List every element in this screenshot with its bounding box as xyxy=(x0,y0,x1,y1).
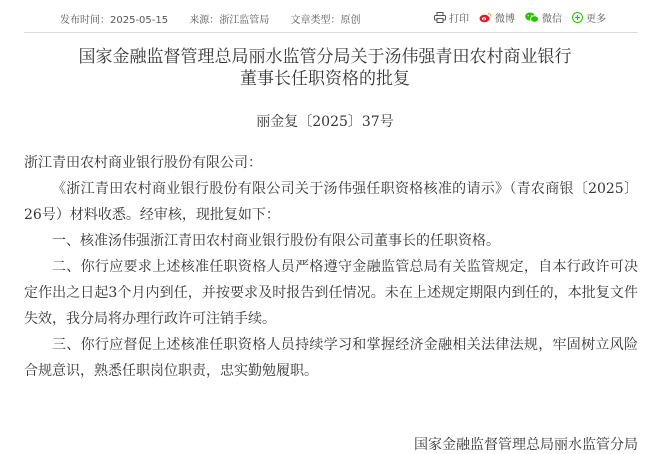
article-type-value: 原创 xyxy=(340,15,361,26)
more-label: 更多 xyxy=(586,14,606,25)
plus-circle-icon xyxy=(572,12,583,23)
print-button[interactable] xyxy=(434,10,469,25)
title-line-2: 董事长任职资格的批复 xyxy=(240,69,410,89)
weibo-icon xyxy=(479,12,492,23)
article-meta-bar xyxy=(24,0,638,33)
document-body xyxy=(24,150,638,384)
title-line-1: 国家金融监督管理总局丽水监管分局关于汤伟强青田农村商业银行 xyxy=(78,47,572,67)
source-label: 来源： xyxy=(189,15,220,26)
document-number: 丽金复〔2025〕37号 xyxy=(256,114,394,130)
source-value: 浙江监管局 xyxy=(219,15,270,26)
article-type xyxy=(291,15,361,26)
share-toolbar xyxy=(424,10,606,25)
salutation: 浙江青田农村商业银行股份有限公司： xyxy=(24,155,262,171)
paragraph-2: 一、核准汤伟强浙江青田农村商业银行股份有限公司董事长的任职资格。 xyxy=(52,233,500,249)
paragraph-4: 三、你行应督促上述核准任职资格人员持续学习和掌握经济金融相关法律法规，牢固树立风险合规意识，熟悉任职岗位职责，忠实勤勉履职。 xyxy=(24,337,638,379)
wechat-label: 微信 xyxy=(542,14,562,25)
wechat-share-button[interactable] xyxy=(525,10,562,25)
article-meta-info xyxy=(60,11,379,26)
publish-date-label: 发布时间： xyxy=(60,15,110,26)
article-type-label: 文章类型： xyxy=(290,15,341,26)
print-label: 打印 xyxy=(449,14,469,25)
page-title xyxy=(0,46,650,90)
paragraph-1: 《浙江青田农村商业银行股份有限公司关于汤伟强任职资格核准的请示》（青农商银〔2025〕26号）材料收悉。经审核，现批复如下： xyxy=(24,181,638,223)
more-share-button[interactable] xyxy=(572,10,606,25)
publish-date xyxy=(60,15,168,26)
weibo-label: 微博 xyxy=(495,14,515,25)
publish-date-value: 2025-05-15 xyxy=(110,15,169,26)
issuer-signature: 国家金融监督管理总局丽水监管分局 xyxy=(414,437,638,453)
source xyxy=(189,15,269,26)
weibo-share-button[interactable] xyxy=(479,10,515,25)
printer-icon xyxy=(434,12,446,23)
paragraph-3: 二、你行应要求上述核准任职资格人员严格遵守金融监管总局有关监管规定，自本行政许可决定作出之日起3个月内到任，并按要求及时报告到任情况。未在上述规定期限内到任的，本批复文件失效，我分局将办理行政许可注销手续。 xyxy=(24,259,638,327)
wechat-icon xyxy=(525,12,539,23)
